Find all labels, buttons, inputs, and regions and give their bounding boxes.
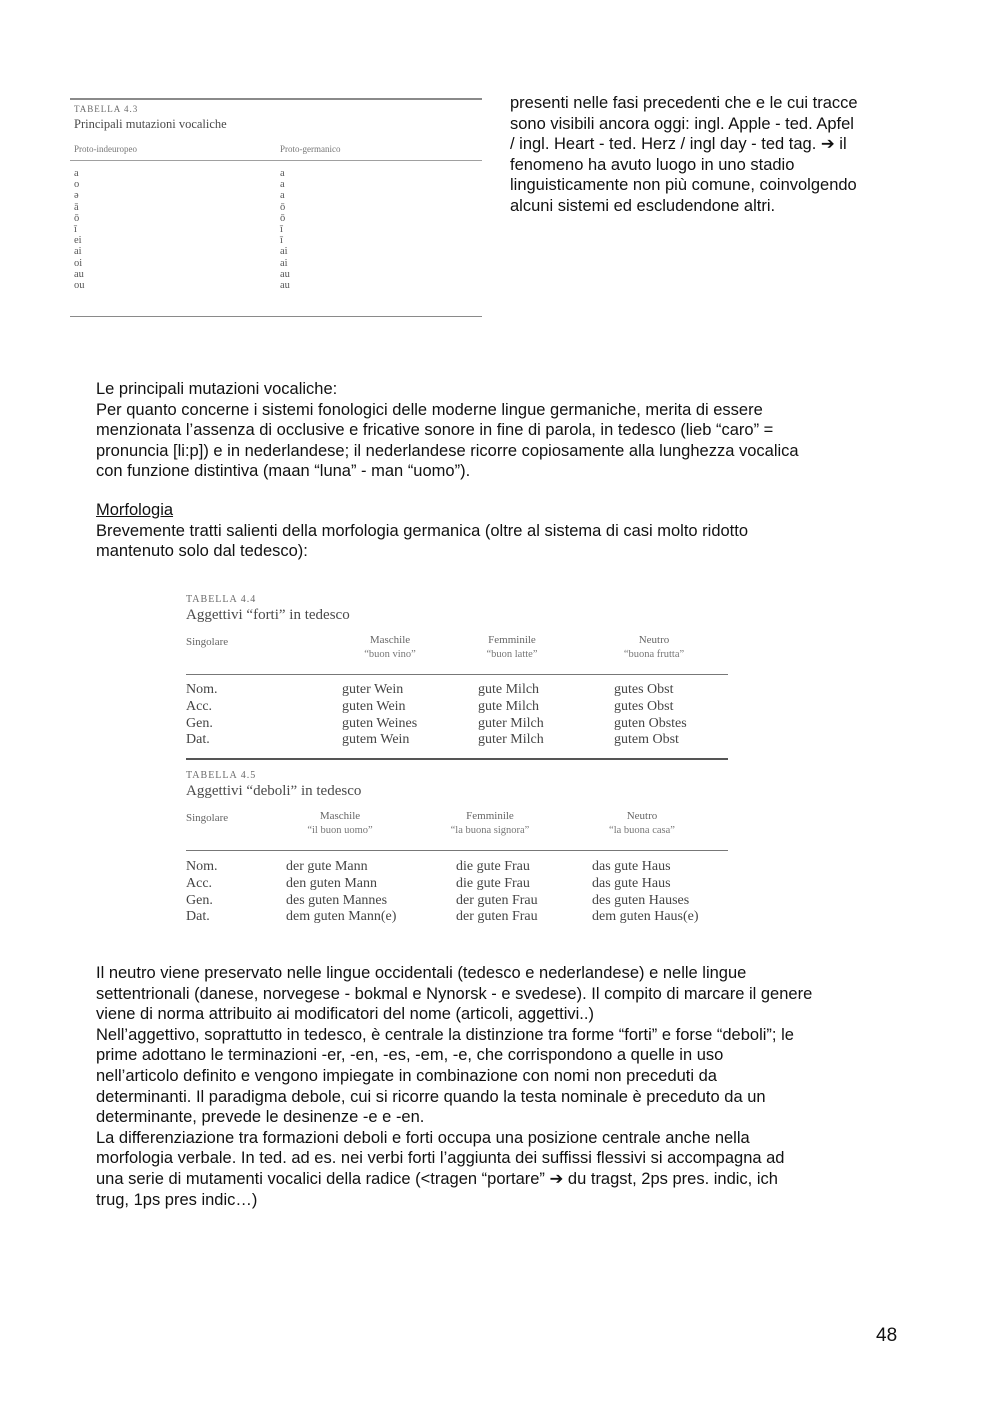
column-header-proto-germanic: Proto-germanico xyxy=(280,144,341,154)
table-cell: das gute Haus xyxy=(592,875,671,891)
list-item: a xyxy=(280,190,285,202)
singolare-label: Singolare xyxy=(186,636,229,648)
text-line: La differenziazione tra formazioni deboli e forti occupa una posizione centrale anche nella xyxy=(96,1128,750,1147)
list-item: ai xyxy=(280,246,288,258)
text-line: Le principali mutazioni vocaliche: xyxy=(96,380,338,398)
column-maschile xyxy=(342,682,417,749)
text-line: viene di norma attribuito ai modificatori del nome (articoli, aggettivi..) xyxy=(96,1005,594,1024)
table-separator-rule xyxy=(186,758,728,760)
table-cell: die gute Frau xyxy=(456,875,530,891)
side-paragraph xyxy=(510,93,910,217)
text-line: Nell’aggettivo, soprattutto in tedesco, è centrale la distinzione tra forme “forti” e forse “deboli”; le xyxy=(96,1025,794,1044)
text-line: mantenuto solo dal tedesco): xyxy=(96,542,308,561)
table-cell: gutem Obst xyxy=(614,732,679,748)
gender-header-neutro xyxy=(572,810,712,836)
table-cell: der guten Frau xyxy=(456,909,538,925)
table-cell: des guten Mannes xyxy=(286,892,388,908)
text-line: settentrionali (danese, norvegese - bokmal e Nynorsk - e svedese). Il compito di marcare il genere xyxy=(96,984,813,1003)
list-item: ai xyxy=(280,257,288,269)
gender-example: “la buona casa” xyxy=(609,825,675,836)
table-title: Aggettivi “deboli” in tedesco xyxy=(186,783,362,799)
list-item: a xyxy=(280,179,285,191)
column-neutro xyxy=(592,859,699,926)
text-line: Il neutro viene preservato nelle lingue occidentali (tedesco e nederlandese) e nelle lingue xyxy=(96,964,747,982)
list-item: a xyxy=(74,168,79,179)
text-line: determinante, prevede le desinenze -e e -en. xyxy=(96,1108,425,1127)
table-4-3-scan xyxy=(70,98,482,320)
case-label: Gen. xyxy=(186,892,213,908)
list-item: ī xyxy=(74,224,77,236)
table-cell: guten Obstes xyxy=(614,715,687,731)
list-item: ō xyxy=(74,212,80,224)
text-line: presenti nelle fasi precedenti che e le cui tracce xyxy=(510,94,858,112)
text-line: alcuni sistemi ed escludendone altri. xyxy=(510,196,776,215)
table-cell: gutem Wein xyxy=(342,732,410,748)
gender-name: Neutro xyxy=(638,634,670,646)
list-item: au xyxy=(280,280,290,292)
case-labels xyxy=(186,682,218,749)
gender-name: Femminile xyxy=(466,810,514,822)
paragraph-morphology xyxy=(96,500,886,562)
gender-name: Neutro xyxy=(626,810,658,822)
gender-example: “la buona signora” xyxy=(450,825,530,836)
page-number: 48 xyxy=(876,1325,898,1346)
list-item: ō xyxy=(280,201,286,213)
singolare-label: Singolare xyxy=(186,812,229,824)
table-cell: gutes Obst xyxy=(614,698,674,714)
case-labels xyxy=(186,859,218,926)
table-title: Principali mutazioni vocaliche xyxy=(74,117,227,131)
column-neutro xyxy=(614,682,687,749)
text-line: determinanti. Il paradigma debole, cui si ricorre quando la testa nominale è preceduto da un xyxy=(96,1087,766,1106)
text-line: Brevemente tratti salienti della morfologia germanica (oltre al sistema di casi molto ridotto xyxy=(96,521,749,540)
text-line: linguisticamente non più comune, coinvolgendo xyxy=(510,176,857,195)
list-item: ei xyxy=(74,235,82,247)
tables-4-4-4-5-scan xyxy=(180,586,730,934)
table-cell: gute Milch xyxy=(478,698,540,714)
table-cell: gutes Obst xyxy=(614,682,674,697)
table-cell: dem guten Haus(e) xyxy=(592,909,699,925)
list-item: ō xyxy=(280,212,286,224)
column-proto-indoeuropean xyxy=(74,168,85,291)
table-label: TABELLA 4.4 xyxy=(186,594,257,605)
case-label: Nom. xyxy=(186,859,218,874)
table-header-rule xyxy=(186,674,728,675)
text-line: Per quanto concerne i sistemi fonologici delle moderne lingue germaniche, merita di essere xyxy=(96,400,763,419)
text-line: pronuncia [li:p]) e in nederlandese; il nederlandese ricorre copiosamente alla lunghezza vocalica xyxy=(96,441,799,460)
table-cell: den guten Mann xyxy=(286,875,377,891)
gender-name: Maschile xyxy=(369,634,411,646)
list-item: a xyxy=(280,168,285,179)
text-line: con funzione distintiva (maan “luna” - man “uomo”). xyxy=(96,462,471,481)
list-item: ī xyxy=(280,235,283,247)
text-line: morfologia verbale. In ted. ad es. nei verbi forti l’aggiunta dei suffissi flessivi si accompagna ad xyxy=(96,1149,785,1168)
table-cell: guten Weines xyxy=(342,715,418,731)
gender-name: Maschile xyxy=(319,810,361,822)
table-bottom-rule xyxy=(70,316,482,317)
column-femminile xyxy=(456,859,538,926)
text-line: / ingl. Heart - ted. Herz / ingl day - ted tag. ➔ il xyxy=(510,135,847,154)
list-item: ī xyxy=(280,224,283,236)
gender-header-maschile xyxy=(270,810,410,836)
gender-header-maschile xyxy=(320,634,460,660)
table-header-rule xyxy=(70,160,482,161)
case-label: Acc. xyxy=(186,875,213,891)
list-item: au xyxy=(74,268,84,280)
list-item: oi xyxy=(74,257,83,269)
gender-example: “buon vino” xyxy=(364,649,416,660)
table-cell: guter Milch xyxy=(478,715,544,731)
gender-example: “buona frutta” xyxy=(623,649,685,660)
table-cell: gute Milch xyxy=(478,682,540,697)
table-cell: des guten Hauses xyxy=(592,892,690,908)
list-item: ai xyxy=(74,246,82,258)
column-femminile xyxy=(478,682,544,749)
list-item: o xyxy=(74,179,80,191)
case-label: Dat. xyxy=(186,732,210,748)
gender-header-femminile xyxy=(442,634,582,660)
column-proto-germanic xyxy=(280,168,290,291)
column-header-proto-indoeuropean: Proto-indeuropeo xyxy=(74,144,137,154)
table-cell: dem guten Mann(e) xyxy=(286,909,397,925)
text-line: sono visibili ancora oggi: ingl. Apple - ted. Apfel xyxy=(510,114,854,133)
table-header-rule xyxy=(186,850,728,851)
table-cell: der guten Frau xyxy=(456,892,538,908)
text-line: nell’articolo definito e vengono impiegate in combinazione con nomi non preceduti da xyxy=(96,1066,717,1085)
gender-example: “buon latte” xyxy=(486,649,538,660)
table-cell: das gute Haus xyxy=(592,859,671,874)
list-item: au xyxy=(280,268,290,280)
list-item: ā xyxy=(74,201,79,213)
text-line: una serie di mutamenti vocalici della radice (<tragen “portare” ➔ du tragst, 2ps pres. indic, ich xyxy=(96,1169,778,1188)
table-label: TABELLA 4.3 xyxy=(74,104,139,114)
list-item: ə xyxy=(74,190,79,202)
gender-header-femminile xyxy=(420,810,560,836)
table-cell: guter Milch xyxy=(478,732,544,748)
text-line: trug, 1ps pres indic…) xyxy=(96,1190,258,1209)
table-cell: die gute Frau xyxy=(456,859,530,874)
table-cell: der gute Mann xyxy=(286,859,368,874)
text-line: prime adottano le terminazioni -er, -en, -es, -em, -e, che corrispondono a quelle in uso xyxy=(96,1046,724,1065)
table-cell: guten Wein xyxy=(342,698,406,714)
paragraph-neuter-adjectives xyxy=(96,963,896,1210)
case-label: Nom. xyxy=(186,682,218,697)
text-line: fenomeno ha avuto luogo in uno stadio xyxy=(510,155,795,174)
gender-header-neutro xyxy=(584,634,724,660)
table-title: Aggettivi “forti” in tedesco xyxy=(186,607,350,623)
section-heading: Morfologia xyxy=(96,501,174,519)
case-label: Gen. xyxy=(186,715,213,731)
gender-example: “il buon uomo” xyxy=(307,825,373,836)
table-top-rule xyxy=(70,98,482,100)
paragraph-vowel-mutations xyxy=(96,379,886,482)
column-maschile xyxy=(286,859,396,926)
case-label: Dat. xyxy=(186,909,210,925)
table-label: TABELLA 4.5 xyxy=(186,770,257,781)
gender-name: Femminile xyxy=(488,634,536,646)
list-item: ou xyxy=(74,280,85,292)
case-label: Acc. xyxy=(186,698,213,714)
table-cell: guter Wein xyxy=(342,682,404,697)
text-line: menzionata l’assenza di occlusive e fricative sonore in fine di parola, in tedesco (lieb “caro” = xyxy=(96,421,774,440)
